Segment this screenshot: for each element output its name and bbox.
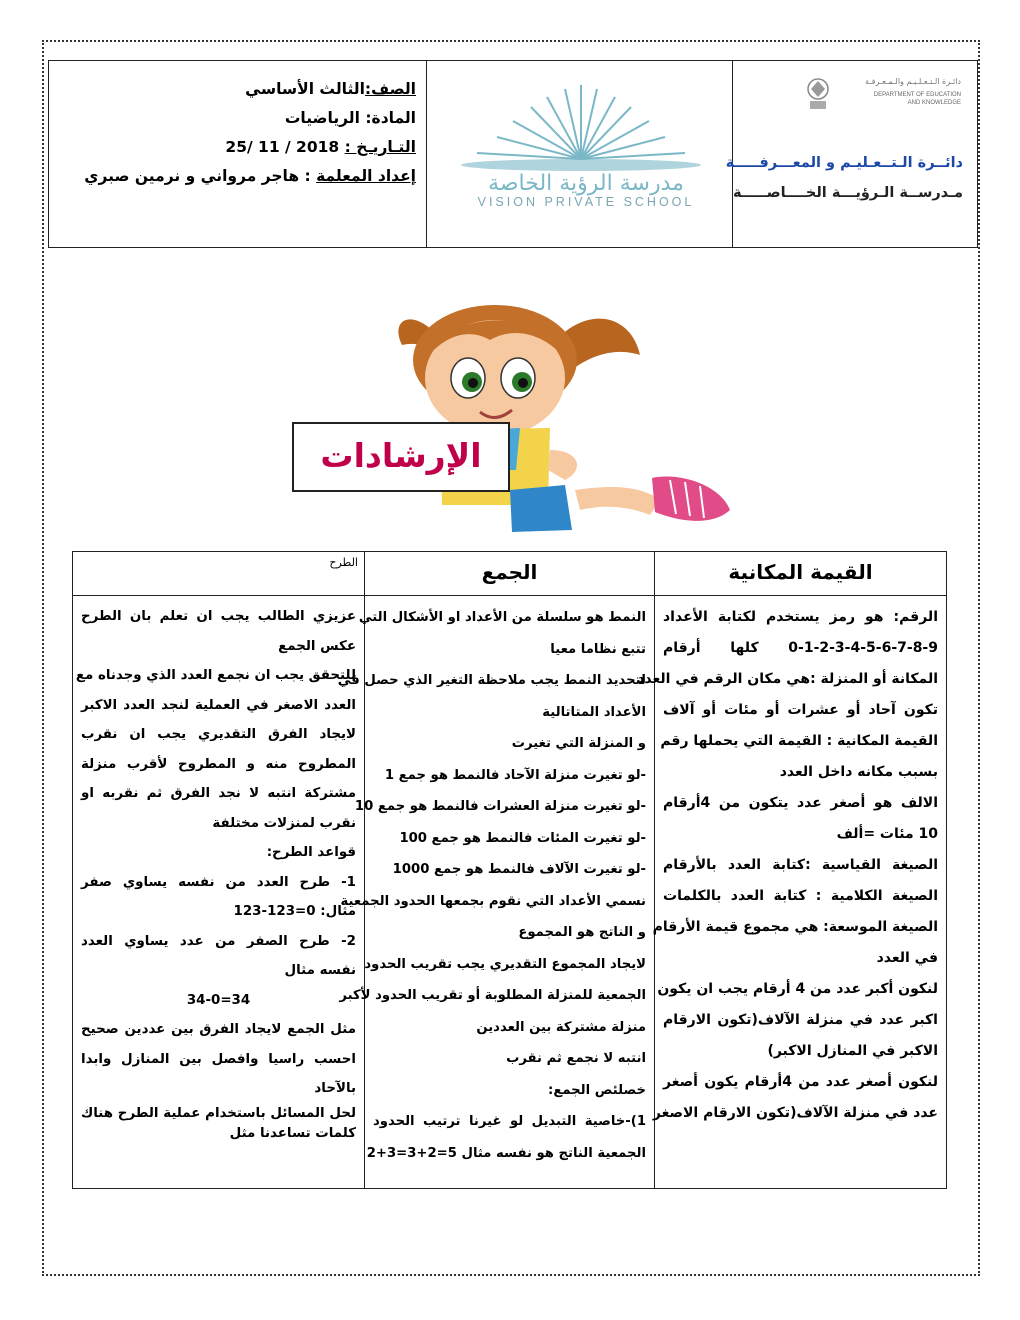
department-info [725, 61, 977, 247]
list-item: القيمة المكانية : القيمة التي يحملها رقم [660, 733, 938, 749]
list-item: و المنزلة التي تغيرت [511, 736, 646, 751]
date-line: التـاريـخ : 25/ 11 / 2018 [225, 138, 416, 156]
list-item: مثل الجمع لايجاد الفرق بين عددين صحيح [81, 1022, 356, 1037]
list-item: تتبع نظاما معيا [550, 641, 646, 657]
list-item: الرقم: هو رمز يستخدم لكتابة الأعداد [663, 609, 938, 625]
girl-illustration [280, 300, 740, 535]
guidelines-banner [292, 422, 510, 492]
header-place-value: القيمة المكانية [655, 552, 947, 596]
list-item: 1- طرح العدد من نفسه يساوي صفر [81, 874, 356, 890]
list-item: عزيزي الطالب يجب ان تعلم بان الطرح [81, 609, 356, 624]
list-item: -لو تغيرت الآلاف فالنمط هو جمع 1000 [392, 862, 646, 877]
school-name: مـدرســة الـرؤيـــة الخــــاصـــــة [733, 185, 963, 201]
subject-line: المادة: الرياضيات [284, 109, 416, 127]
list-item: و الناتج هو المجموع [518, 925, 646, 940]
header-table [48, 60, 978, 248]
list-item: -لو تغيرت المئات فالنمط هو جمع 100 [399, 830, 646, 846]
list-item: لايجاد المجموع التقديري يجب تقريب الحدود [364, 956, 646, 972]
list-item: لايجاد الفرق التقديري يجب ان نقرب [81, 727, 356, 742]
list-item: لنكون أكبر عدد من 4 أرقام يجب ان يكون [657, 981, 938, 997]
school-logo [427, 61, 733, 247]
list-item: انتبه لا نجمع ثم نقرب [506, 1051, 646, 1066]
list-item: قواعد الطرح: [266, 845, 356, 860]
lesson-info [49, 61, 427, 247]
lesson-table [72, 551, 947, 1189]
list-item: نقرب لمنزلات مختلفة [212, 815, 356, 831]
list-item: عكس الجمع [278, 638, 356, 654]
list-item: للتحقق يجب ان نجمع العدد الذي وجدناه مع [75, 668, 356, 683]
dept-arabic-small: دائـرة الـتـعـلـيـم والـمـعـرفـة [865, 77, 961, 86]
list-item: 10 مئات =ألف [836, 826, 938, 842]
dept-english-small-2: AND KNOWLEDGE [907, 100, 961, 106]
dept-english-small-1: DEPARTMENT OF EDUCATION [873, 92, 961, 98]
list-item: الصيغة الموسعة: هي مجموع قيمة الأرقام [652, 919, 938, 935]
sun-rays-icon [441, 79, 721, 174]
list-item: عدد في منزلة الآلاف(تكون الارقام الاصغر [652, 1105, 938, 1121]
list-item: نسمي الأعداد التي نقوم بجمعها الحدود الجمعية [340, 893, 646, 909]
list-item: الصيغة الكلامية : كتابة العدد بالكلمات [663, 888, 938, 904]
list-item: المطروح منه و المطروح لأقرب منزلة [81, 756, 356, 772]
list-item: اكبر عدد في منزلة الآلاف(تكون الارقام [663, 1012, 938, 1028]
header-addition: الجمع [365, 552, 655, 596]
addition-column [337, 596, 655, 1189]
list-item: منزلة مشتركة بين العددين [476, 1019, 646, 1035]
list-item: الجمعية للمنزلة المطلوبة أو تقريب الحدود لأكبر [339, 988, 646, 1003]
header-subtraction: الطرح [73, 552, 365, 596]
list-item: نفسه مثال [284, 963, 356, 978]
list-item: 0-1-2-3-4-5-6-7-8-9 كلها أرقام [663, 640, 938, 656]
list-item: العدد الاصغر في العملية لنجد العدد الاكبر [81, 697, 356, 713]
list-item: 34-0=34 [186, 992, 251, 1008]
list-item: لنكون أصغر عدد من 4أرقام يكون أصغر [663, 1074, 938, 1090]
logo-english-text: VISION PRIVATE SCHOOL [477, 195, 695, 209]
class-line: الصف:الثالث الأساسي [245, 80, 416, 98]
list-item: مشتركة انتبه لا نجد الفرق ثم نقربه او [81, 786, 356, 801]
list-item: تكون آحاد أو عشرات أو مئات أو آلاف [663, 702, 938, 718]
list-item: الاكبر في المنازل الاكبر) [767, 1043, 938, 1059]
list-item: لتحديد النمط يجب ملاحظة التغير الذي حصل في [337, 673, 646, 688]
list-item: الأعداد المتاتالية [542, 704, 646, 720]
list-item: في العدد [876, 950, 938, 966]
list-item: النمط هو سلسلة من الأعداد او الأشكال التي [358, 610, 646, 625]
list-item: -لو تغيرت منزلة الآحاد فالنمط هو جمع 1 [384, 767, 646, 783]
list-item: 2- طرح الصفر من عدد يساوي العدد [81, 933, 356, 949]
list-item: الجمعية الناتج هو نفسه مثال 5=2+3=3+2 [366, 1145, 646, 1161]
list-item: الصيغة القياسية :كتابة العدد بالأرقام [663, 857, 938, 873]
list-item: احسب راسيا وافصل بين المنازل وابدا [81, 1051, 356, 1067]
subtraction-column [73, 596, 365, 1189]
emblem-icon [805, 77, 831, 111]
list-item: خصلئص الجمع: [548, 1082, 646, 1098]
list-item: 1)-خاصية التبديل لو غيرنا ترتيب الحدود [373, 1114, 646, 1129]
place-value-column [637, 596, 947, 1189]
list-item: كلمات تساعدنا مثل [229, 1125, 356, 1141]
banner-title: الإرشادات [320, 436, 482, 475]
list-item: بالآحاد [314, 1081, 356, 1096]
list-item: -لو تغيرت منزلة العشرات فالنمط هو جمع 10 [354, 799, 646, 814]
list-item: لحل المسائل باستخدام عملية الطرح هناك [81, 1105, 356, 1121]
logo-arabic-text: مدرسة الرؤية الخاصة [488, 171, 684, 196]
teacher-line: إعداد المعلمة : هاجر مرواني و نرمين صبري [84, 167, 416, 185]
list-item: بسبب مكانه داخل العدد [779, 764, 938, 780]
department-name: دائــرة الـتــعـليـم و المعـــرفـــــة [725, 155, 963, 171]
list-item: الالف هو أصغر عدد يتكون من 4أرقام [663, 795, 938, 811]
list-item: مثال: 0=123-123 [233, 904, 356, 919]
list-item: المكانة أو المنزلة :هي مكان الرقم في العدد [637, 671, 938, 687]
